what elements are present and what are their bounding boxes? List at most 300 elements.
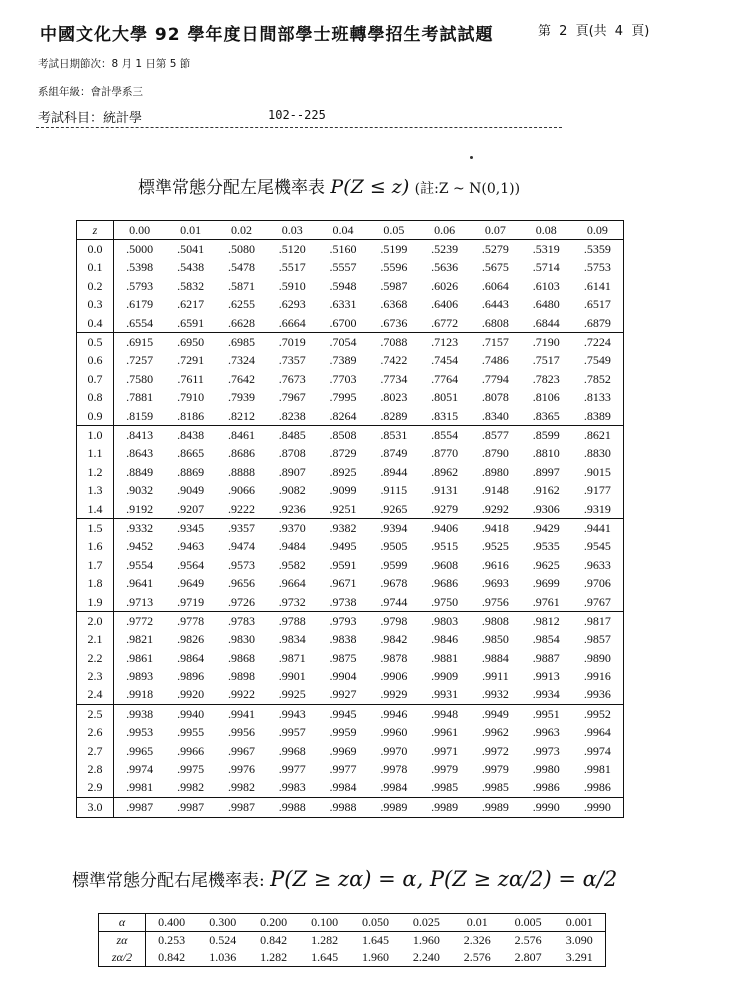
probability-cell: .9772	[114, 612, 166, 631]
probability-cell: .9671	[329, 576, 357, 591]
probability-cell: .9982	[227, 780, 255, 795]
probability-cell: .7910	[177, 390, 205, 405]
z-alpha-half-cell: 0.842	[158, 950, 186, 964]
table-row	[77, 798, 624, 817]
column-header: 0.00	[114, 221, 166, 240]
probability-cell: .7422	[380, 353, 408, 368]
probability-cell: .5596	[380, 260, 408, 275]
probability-cell: .9922	[227, 687, 255, 702]
probability-cell: .8078	[481, 390, 509, 405]
probability-cell: .9345	[165, 519, 216, 538]
probability-cell: .9788	[267, 612, 318, 631]
probability-cell: .9981	[126, 780, 154, 795]
table-row	[77, 631, 624, 649]
column-header: 0.05	[368, 221, 419, 240]
z-value-cell: 3.0	[77, 798, 114, 817]
probability-cell: .9535	[532, 539, 560, 554]
probability-cell: .9952	[572, 705, 624, 724]
probability-cell: .9756	[481, 594, 509, 609]
probability-cell: .9973	[532, 743, 560, 758]
probability-cell: .6985	[216, 333, 267, 352]
probability-cell: .8238	[278, 408, 306, 423]
probability-cell: .9982	[177, 780, 205, 795]
probability-cell: .9162	[532, 483, 560, 498]
z-value-cell: 0.8	[77, 389, 114, 407]
table-row	[77, 389, 624, 407]
probability-cell: .8749	[380, 446, 408, 461]
z-value-cell: 0.4	[77, 314, 114, 333]
probability-cell: .7157	[470, 333, 521, 352]
probability-cell: .9649	[177, 576, 205, 591]
probability-cell: .6293	[278, 297, 306, 312]
exam-subject: 考試科目：統計學	[38, 111, 143, 126]
probability-cell: .9207	[177, 501, 205, 516]
probability-cell: .5910	[278, 278, 306, 293]
probability-cell: .9890	[583, 650, 611, 665]
table-row	[77, 612, 624, 631]
probability-cell: .8790	[481, 446, 509, 461]
z-alpha-cell: 1.282	[311, 933, 339, 947]
probability-cell: .6255	[227, 297, 255, 312]
probability-cell: .8729	[329, 446, 357, 461]
probability-cell: .7019	[267, 333, 318, 352]
probability-cell: .9793	[318, 612, 369, 631]
probability-cell: .6591	[177, 315, 205, 330]
z-alpha-cell: 2.576	[514, 933, 542, 947]
probability-cell: .6915	[114, 333, 166, 352]
probability-cell: .5675	[481, 260, 509, 275]
probability-cell: .8389	[583, 408, 611, 423]
z-value-cell: 0.6	[77, 352, 114, 370]
probability-cell: .9525	[481, 539, 509, 554]
probability-cell: .9929	[380, 687, 408, 702]
probability-cell: .9783	[216, 612, 267, 631]
probability-cell: .5478	[227, 260, 255, 275]
probability-cell: .9911	[482, 669, 509, 684]
probability-cell: .9981	[583, 762, 611, 777]
left-caption-text: 標準常態分配左尾機率表	[138, 178, 325, 198]
probability-cell: .7517	[532, 353, 560, 368]
z-value-cell: 1.4	[77, 500, 114, 519]
probability-cell: .9949	[470, 705, 521, 724]
z-alpha-cell: 0.524	[209, 933, 237, 947]
probability-cell: .6772	[431, 315, 459, 330]
probability-cell: .9985	[431, 780, 459, 795]
probability-cell: .8365	[532, 408, 560, 423]
table-row	[77, 556, 624, 574]
probability-cell: .9970	[380, 743, 408, 758]
probability-cell: .9846	[431, 632, 459, 647]
probability-cell: .9192	[126, 501, 154, 516]
z-value-cell: 2.3	[77, 667, 114, 685]
probability-cell: .8577	[470, 426, 521, 445]
probability-cell: .9394	[368, 519, 419, 538]
probability-cell: .9099	[329, 483, 357, 498]
right-caption-math: P(Z ≥ zα) = α, P(Z ≥ zα/2) = α/2	[270, 867, 618, 891]
probability-cell: .8770	[431, 446, 459, 461]
column-header: 0.04	[318, 221, 369, 240]
probability-cell: .8531	[368, 426, 419, 445]
probability-cell: .7673	[278, 371, 306, 386]
table-row	[77, 481, 624, 499]
z-value-cell: 1.0	[77, 426, 114, 445]
probability-cell: .6554	[126, 315, 154, 330]
probability-cell: .9599	[380, 557, 408, 572]
probability-cell: .9977	[329, 762, 357, 777]
probability-cell: .9988	[318, 798, 369, 817]
probability-cell: .9222	[227, 501, 255, 516]
probability-cell: .9693	[481, 576, 509, 591]
probability-cell: .9946	[368, 705, 419, 724]
probability-cell: .5319	[532, 242, 560, 257]
probability-cell: .7054	[318, 333, 369, 352]
z-value-cell: 2.7	[77, 742, 114, 760]
probability-cell: .6141	[583, 278, 611, 293]
probability-cell: .8621	[572, 426, 624, 445]
probability-cell: .9989	[368, 798, 419, 817]
probability-cell: .8830	[583, 446, 611, 461]
z-value-cell: 2.4	[77, 686, 114, 705]
probability-cell: .9678	[380, 576, 408, 591]
probability-cell: .9750	[431, 594, 459, 609]
probability-cell: .9821	[126, 632, 154, 647]
probability-cell: .9979	[431, 762, 459, 777]
table-row	[77, 463, 624, 481]
z-alpha-cell: 3.090	[565, 933, 593, 947]
probability-cell: .7454	[431, 353, 459, 368]
probability-cell: .7794	[481, 371, 509, 386]
alpha-label: α	[99, 914, 146, 932]
alpha-cell: 0.300	[197, 914, 248, 932]
probability-cell: .9564	[177, 557, 205, 572]
probability-cell: .9906	[380, 669, 408, 684]
probability-cell: .9850	[481, 632, 509, 647]
table-body	[77, 240, 624, 817]
probability-cell: .7580	[126, 371, 154, 386]
z-value-cell: 1.7	[77, 556, 114, 574]
column-header: 0.02	[216, 221, 267, 240]
alpha-cell: 0.050	[350, 914, 401, 932]
probability-cell: .9292	[481, 501, 509, 516]
probability-cell: .9857	[583, 632, 611, 647]
table-row	[77, 667, 624, 685]
probability-cell: .9251	[329, 501, 357, 516]
column-header: 0.09	[572, 221, 624, 240]
z-alpha-row	[99, 932, 606, 950]
z-value-cell: 1.5	[77, 519, 114, 538]
probability-cell: .9881	[431, 650, 459, 665]
probability-cell: .8665	[177, 446, 205, 461]
probability-cell: .7123	[419, 333, 470, 352]
probability-cell: .9719	[177, 594, 205, 609]
table-row	[77, 259, 624, 277]
probability-cell: .9884	[481, 650, 509, 665]
probability-cell: .8133	[583, 390, 611, 405]
probability-cell: .9357	[216, 519, 267, 538]
probability-cell: .9699	[532, 576, 560, 591]
probability-cell: .9974	[583, 743, 611, 758]
page-number: 2	[559, 24, 568, 39]
right-tail-table	[98, 913, 606, 967]
probability-cell: .9989	[470, 798, 521, 817]
probability-cell: .6103	[532, 278, 560, 293]
probability-cell: .8186	[177, 408, 205, 423]
table-row	[77, 314, 624, 333]
probability-cell: .9989	[419, 798, 470, 817]
column-header: 0.07	[470, 221, 521, 240]
z-value-cell: 0.7	[77, 370, 114, 388]
probability-cell: .9940	[165, 705, 216, 724]
column-header: 0.06	[419, 221, 470, 240]
probability-cell: .9726	[227, 594, 255, 609]
left-table-caption	[138, 173, 520, 198]
probability-cell: .5160	[329, 242, 357, 257]
z-value-cell: 1.3	[77, 481, 114, 499]
probability-cell: .9986	[532, 780, 560, 795]
probability-cell: .8997	[532, 464, 560, 479]
alpha-cell: 0.200	[248, 914, 299, 932]
probability-cell: .9545	[583, 539, 611, 554]
probability-cell: .9131	[431, 483, 459, 498]
probability-cell: .9984	[380, 780, 408, 795]
probability-cell: .7939	[227, 390, 255, 405]
z-value-cell: 2.1	[77, 631, 114, 649]
probability-cell: .9826	[177, 632, 205, 647]
z-alpha-label: zα	[99, 932, 146, 950]
probability-cell: .9951	[521, 705, 572, 724]
probability-cell: .9961	[431, 725, 459, 740]
z-alpha-half-cell: 1.960	[361, 950, 389, 964]
probability-cell: .9803	[419, 612, 470, 631]
probability-cell: .5398	[126, 260, 154, 275]
z-value-cell: 2.6	[77, 724, 114, 742]
probability-cell: .9474	[227, 539, 255, 554]
probability-cell: .9972	[481, 743, 509, 758]
probability-cell: .9968	[278, 743, 306, 758]
z-alpha-half-cell: 1.036	[209, 950, 237, 964]
probability-cell: .9441	[572, 519, 624, 538]
probability-cell: .5636	[431, 260, 459, 275]
probability-cell: .9838	[329, 632, 357, 647]
z-value-cell: 1.1	[77, 445, 114, 463]
probability-cell: .9980	[532, 762, 560, 777]
probability-cell: .9959	[329, 725, 357, 740]
probability-cell: .9975	[177, 762, 205, 777]
left-tail-table	[76, 220, 624, 818]
probability-cell: .8944	[380, 464, 408, 479]
probability-cell: .9306	[532, 501, 560, 516]
probability-cell: .9878	[380, 650, 408, 665]
probability-cell: .9986	[583, 780, 611, 795]
probability-cell: .8438	[165, 426, 216, 445]
exam-title: 中國文化大學 92 學年度日間部學士班轉學招生考試試題	[40, 25, 494, 45]
probability-cell: .9956	[227, 725, 255, 740]
probability-cell: .9955	[177, 725, 205, 740]
probability-cell: .9633	[583, 557, 611, 572]
probability-cell: .7357	[278, 353, 306, 368]
z-value-cell: 0.2	[77, 277, 114, 295]
probability-cell: .9967	[227, 743, 255, 758]
probability-cell: .7823	[532, 371, 560, 386]
table-row	[77, 742, 624, 760]
z-value-cell: 0.9	[77, 407, 114, 426]
alpha-cell: 0.400	[146, 914, 198, 932]
probability-cell: .8686	[227, 446, 255, 461]
probability-cell: .6368	[380, 297, 408, 312]
probability-cell: .9082	[278, 483, 306, 498]
table-row	[77, 445, 624, 463]
table-row	[77, 407, 624, 426]
probability-cell: .9864	[177, 650, 205, 665]
probability-cell: .9987	[216, 798, 267, 817]
probability-cell: .8849	[126, 464, 154, 479]
probability-cell: .6879	[583, 315, 611, 330]
probability-cell: .9066	[227, 483, 255, 498]
corner-cell: z	[77, 221, 114, 240]
alpha-row	[99, 914, 606, 932]
z-value-cell: 0.0	[77, 240, 114, 259]
probability-cell: .9969	[329, 743, 357, 758]
probability-cell: .9625	[532, 557, 560, 572]
probability-cell: .6443	[481, 297, 509, 312]
probability-cell: .5987	[380, 278, 408, 293]
probability-cell: .6517	[583, 297, 611, 312]
probability-cell: .9854	[532, 632, 560, 647]
probability-cell: .9893	[126, 669, 154, 684]
probability-cell: .9977	[278, 762, 306, 777]
z-alpha-half-cell: 3.291	[565, 950, 593, 964]
probability-cell: .8980	[481, 464, 509, 479]
right-table-caption	[72, 866, 617, 891]
probability-cell: .9798	[368, 612, 419, 631]
table-row	[77, 686, 624, 705]
probability-cell: .9842	[380, 632, 408, 647]
probability-cell: .8643	[126, 446, 154, 461]
table-row	[77, 779, 624, 798]
probability-cell: .9913	[532, 669, 560, 684]
probability-cell: .9370	[267, 519, 318, 538]
probability-cell: .7257	[126, 353, 154, 368]
table-row	[77, 574, 624, 592]
probability-cell: .9979	[481, 762, 509, 777]
table-row	[77, 705, 624, 724]
table-row	[77, 296, 624, 314]
probability-cell: .9279	[431, 501, 459, 516]
probability-cell: .9934	[532, 687, 560, 702]
probability-cell: .9732	[278, 594, 306, 609]
probability-cell: .9962	[481, 725, 509, 740]
probability-cell: .9990	[521, 798, 572, 817]
z-value-cell: 0.1	[77, 259, 114, 277]
probability-cell: .7291	[177, 353, 205, 368]
probability-cell: .9778	[165, 612, 216, 631]
probability-cell: .9916	[583, 669, 611, 684]
probability-cell: .9817	[572, 612, 624, 631]
probability-cell: .9918	[126, 687, 154, 702]
probability-cell: .8554	[419, 426, 470, 445]
probability-cell: .9686	[431, 576, 459, 591]
probability-cell: .9738	[329, 594, 357, 609]
probability-cell: .6700	[329, 315, 357, 330]
z-alpha-half-cell: 2.807	[514, 950, 542, 964]
probability-cell: .7703	[329, 371, 357, 386]
probability-cell: .8708	[278, 446, 306, 461]
probability-cell: .7088	[368, 333, 419, 352]
probability-cell: .5359	[583, 242, 611, 257]
table-row	[77, 426, 624, 445]
probability-cell: .9834	[278, 632, 306, 647]
probability-cell: .9656	[227, 576, 255, 591]
probability-cell: .9406	[419, 519, 470, 538]
dashed-divider	[36, 127, 562, 128]
probability-cell: .9554	[126, 557, 154, 572]
probability-cell: .6331	[329, 297, 357, 312]
probability-cell: .9332	[114, 519, 166, 538]
probability-cell: .6406	[431, 297, 459, 312]
probability-cell: .5557	[329, 260, 357, 275]
probability-cell: .9896	[177, 669, 205, 684]
probability-cell: .8888	[227, 464, 255, 479]
table-row	[77, 593, 624, 612]
probability-cell: .8925	[329, 464, 357, 479]
probability-cell: .9927	[329, 687, 357, 702]
z-alpha-half-cell: 2.576	[463, 950, 491, 964]
probability-cell: .9495	[329, 539, 357, 554]
probability-cell: .7881	[126, 390, 154, 405]
alpha-cell: 0.005	[503, 914, 554, 932]
z-value-cell: 2.9	[77, 779, 114, 798]
probability-cell: .6950	[165, 333, 216, 352]
probability-cell: .9985	[481, 780, 509, 795]
z-alpha-half-cell: 2.240	[412, 950, 440, 964]
probability-cell: .9945	[318, 705, 369, 724]
probability-cell: .6664	[278, 315, 306, 330]
z-value-cell: 2.2	[77, 649, 114, 667]
probability-cell: .8264	[329, 408, 357, 423]
probability-cell: .9901	[278, 669, 306, 684]
probability-cell: .9591	[329, 557, 357, 572]
probability-cell: .9115	[380, 483, 408, 498]
z-value-cell: 1.9	[77, 593, 114, 612]
probability-cell: .8599	[521, 426, 572, 445]
probability-cell: .9925	[278, 687, 306, 702]
probability-cell: .9931	[431, 687, 459, 702]
probability-cell: .9987	[114, 798, 166, 817]
probability-cell: .9761	[532, 594, 560, 609]
probability-cell: .9664	[278, 576, 306, 591]
probability-cell: .9236	[278, 501, 306, 516]
probability-cell: .9319	[583, 501, 611, 516]
probability-cell: .5948	[329, 278, 357, 293]
right-caption-text: 標準常態分配右尾機率表:	[72, 871, 265, 891]
probability-cell: .7852	[583, 371, 611, 386]
probability-cell: .6808	[481, 315, 509, 330]
table-row	[77, 352, 624, 370]
probability-cell: .9573	[227, 557, 255, 572]
table-row	[77, 760, 624, 778]
probability-cell: .9830	[227, 632, 255, 647]
probability-cell: .7611	[177, 371, 204, 386]
table-row	[77, 500, 624, 519]
probability-cell: .7486	[481, 353, 509, 368]
probability-cell: .5753	[583, 260, 611, 275]
probability-cell: .9148	[481, 483, 509, 498]
probability-cell: .9418	[470, 519, 521, 538]
probability-cell: .9744	[380, 594, 408, 609]
z-value-cell: 1.2	[77, 463, 114, 481]
probability-cell: .7642	[227, 371, 255, 386]
probability-cell: .9463	[177, 539, 205, 554]
